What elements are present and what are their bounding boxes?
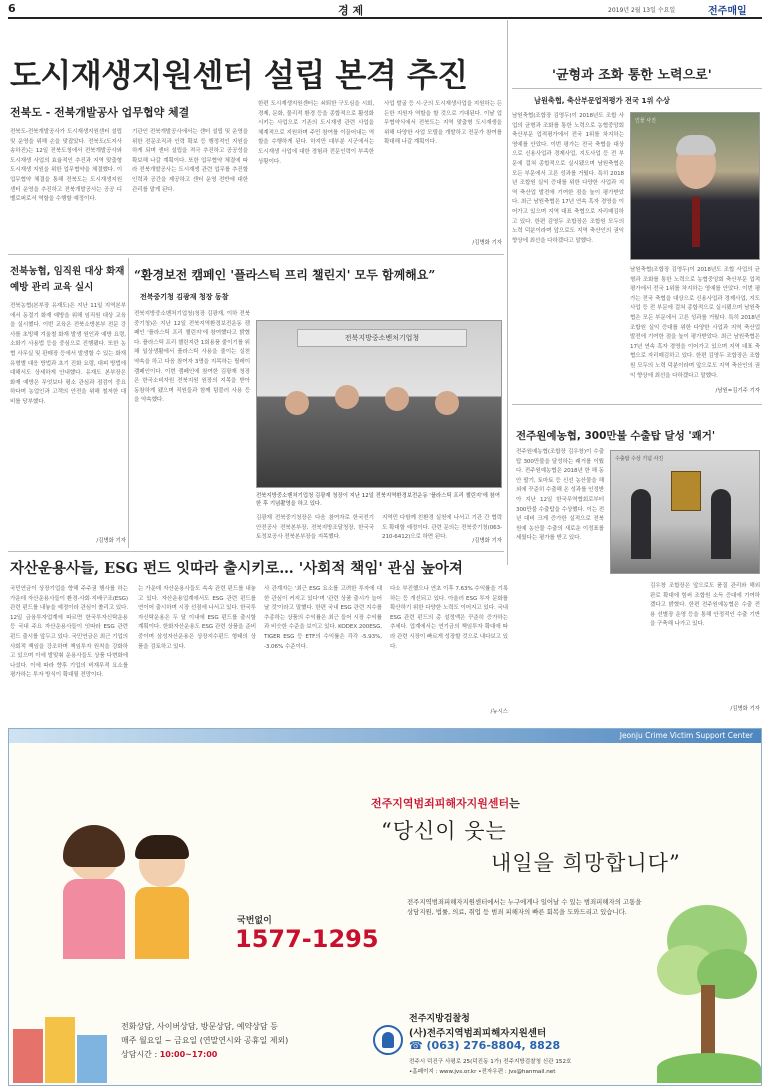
agri-article <box>8 258 126 548</box>
plastic-caption: 전북지방중소벤처기업청 김광재 청장이 지난 12일 전북지역환경보전운동 '플라스틱 프리 챌린지'에 참여한 후 기념촬영을 하고 있다. <box>256 493 500 507</box>
export-photo-person-2 <box>711 489 731 559</box>
ad-org-logo-icon <box>373 1025 403 1055</box>
esg-byline: /뉴시스 <box>490 709 508 715</box>
lead-col-2: 기관인 전북개발공사에서는 센터 설립 및 운영을 위한 전문조직과 인력 확보 등 행정적인 지원을 하게 되며 센터 설립을 적극 추진하고 공공성을 확보해 나갈 계획이다. 또한 업무협약 체결에 따라 전북개발공사는 도시재생 관련 업무를 추진할 인력과 공간을 제공하고 센터 운영 전반에 대한 관리를 맡게 된다. <box>132 129 248 193</box>
lead-col-1: 전북도-전북개발공사가 도시재생지원센터 설립 및 운영을 위해 손을 맞잡았다. 전북도(도지사 송하진)는 12일 전북도청에서 전북개발공사와 도시재생 사업의 효율적인 추진과 지역 맞춤형 도시재생 지원을 위한 업무협약을 체결했다. 이 업무협약 체결을 통해 전북도는 도시재생지원센터 운영을 추진하고 전북개발공사는 공공 디벨로퍼로서 역할을 수행할 예정이다. <box>10 129 122 203</box>
export-photo-label: 수출탑 수상 기념 사진 <box>615 456 664 462</box>
ad-org-logo-mark <box>382 1032 394 1048</box>
plastic-col-2: 김광재 전북중기청장은 다음 참여자로 한국전기안전공사 전북본부장, 전북지방조달청장, 한국국토정보공사 전북본부장을 지목했다. <box>256 515 374 541</box>
award-article <box>512 50 762 400</box>
export-headline: 전주원예농협, 300만불 수출탑 달성 '쾌거' <box>516 430 716 442</box>
ad-org-1: 전주지방검찰청 <box>409 1014 470 1024</box>
ad-header-bar <box>9 729 761 743</box>
plastic-photo-person-1 <box>285 391 309 415</box>
ad-hours: 매주 월요일 ~ 금요일 (연말연시와 공휴일 제외) <box>121 1036 289 1045</box>
export-photo-plaque <box>671 471 701 511</box>
tree-trunk <box>701 985 715 1055</box>
award-photo <box>630 112 760 260</box>
ad-hours-time-value: 10:00~17:00 <box>159 1050 218 1059</box>
award-body-left: 남원축협(조합장 김영두)이 2018년도 조합 사업의 균형과 조화를 통한 노력으로 농협중앙회 축산부문 업적평가에서 전국 1위를 차지하는 영예를 안았다. 이번 평가는 전국 축협을 대상으로 신용사업과 경제사업, 지도사업 등 전 부문에 걸쳐 종합적으로 실시됐으며 남원축협은 모든 부문에서 고른 성과를 거뒀다. 특히 2018년 조합원 실익 증대를 위한 다양한 사업과 지역 축산업 발전에 기여한 점을 높이 평가받았다. 최근 남원축협은 17년 연속 흑자 경영을 이어가고 있으며 지역 대표 축협으로 자리매김하고 있다. 한편 김영두 조합장은 조합원 모두의 노력 덕분이라며 앞으로도 지역 축산인의 권익 향상에 최선을 다하겠다고 말했다. <box>512 113 624 244</box>
plastic-body: 전북지방중소벤처기업청(청장 김광재, 이하 전북중기청)은 지난 12일 전북지역환경보전운동 캠페인 '플라스틱 프리 챌린지'에 참여했다고 밝혔다. 플라스틱 프리 챌린지란 1회용품 줄이기를 위해 일상생활에서 플라스틱 사용을 줄이는 실천 약속을 하고 다음 참여자 3명을 지목하는 릴레이 캠페인이다. 이번 캠페인에 참여한 김광재 청장은 한국소비자원 전북지원 원장의 지목을 받아 동참하게 됐으며 직원들과 함께 텀블러 사용 등을 약속했다. <box>134 311 250 404</box>
ad-org-name: 전주지역범죄피해자지원센터 <box>371 797 510 810</box>
lead-article <box>8 20 504 250</box>
lead-byline: /김병화 기자 <box>472 240 502 246</box>
plastic-photo-person-2 <box>335 385 359 409</box>
plastic-headline: “환경보전 캠페인 '플라스틱 프리 챌린지' 모두 함께해요” <box>134 268 436 282</box>
issue-date: 2019년 2월 13일 수요일 <box>608 7 676 14</box>
award-body-right: 남원축협(조합장 김영두)이 2018년도 조합 사업의 균형과 조화를 통한 노력으로 농협중앙회 축산부문 업적평가에서 전국 1위를 차지하는 영예를 안았다. 이번 평가는 전국 축협을 대상으로 신용사업과 경제사업, 지도사업 등 전 부문에 걸쳐 종합적으로 실시됐으며 남원축협은 모든 부문에서 고른 성과를 거뒀다. 특히 2018년 조합원 실익 증대를 위한 다양한 사업과 지역 축산업 발전에 기여한 점을 높이 평가받았다. 최근 남원축협은 17년 연속 흑자 경영을 이어가고 있으며 지역 대표 축협으로 자리매김하고 있다. 한편 김영두 조합장은 조합원 모두의 노력 덕분이라며 앞으로도 지역 축산인의 권익 향상에 최선을 다하겠다고 말했다. <box>630 267 760 379</box>
victim-support-ad <box>8 728 762 1086</box>
section-title: 경 제 <box>338 4 364 17</box>
award-subhead: 남원축협, 축산부문업적평가 전국 1위 수상 <box>534 96 670 105</box>
child-boy-body <box>135 887 189 959</box>
agri-body: 전북농협(본부장 유재도)은 지난 11일 지역본부에서 동절기 화재 예방을 위해 임직원 대상 교육을 실시했다. 이번 교육은 전북소방본부 전문 강사를 초빙해 겨울철 화재 발생 원인과 예방 요령, 소화기 사용법 등을 중심으로 진행됐다. 또한 농협 사무실 및 판매장 등에서 발생할 수 있는 화재 유형별 대응 방법과 초기 진화 요령, 대피 방법에 대해서도 상세하게 안내했다. 유재도 본부장은 화재 예방은 무엇보다 평소 관심과 점검이 중요하다며 농업인과 고객의 안전을 위해 철저한 대비를 당부했다. <box>10 303 126 405</box>
plastic-photo-person-4 <box>435 391 459 415</box>
export-body-2: 김우창 조합장은 앞으로도 품질 관리와 해외 판로 확대에 힘써 조합원 소득 증대에 기여하겠다고 밝혔다. 한편 전주원예농협은 수출 전용 선별장 운영 등을 통해 안정적인 수출 기반을 구축해 나가고 있다. <box>650 583 760 628</box>
ad-slogan-2: 내일을 희망합니다” <box>491 851 681 875</box>
child-girl-hair <box>63 825 125 867</box>
ad-header-en: Jeonju Crime Victim Support Center <box>619 731 753 740</box>
plastic-col-3: 지역민 다함께 친환경 실천에 나서고 기관 간 협력도 확대할 예정이다. 관련 문의는 전북중기청(063-210-6412)으로 하면 된다. <box>382 515 502 541</box>
award-photo-label: 인물 사진 <box>635 118 656 124</box>
house-2 <box>45 1017 75 1083</box>
award-photo-tie <box>692 197 700 247</box>
child-girl-body <box>63 879 125 959</box>
house-3 <box>77 1035 107 1083</box>
agri-byline: /김병화 기자 <box>96 538 126 544</box>
plastic-byline: /김병화 기자 <box>472 538 502 544</box>
ad-web: •홈페이지 : www.jvs.or.kr •전자우편 : jvs@hanmail.net <box>409 1069 556 1075</box>
page-number: 6 <box>8 2 16 15</box>
export-byline: /김병화 기자 <box>730 706 760 712</box>
lead-col-3: 한편 도시재생지원센터는 쇠퇴한 구도심을 시회, 경제, 문화, 물리적 환경 등을 종합적으로 활성화시키는 사업으로 기존의 도시재생 관련 사업을 체계적으로 지원하며 주민 참여를 이끌어내는 역할을 수행하게 된다. 하지만 대부분 시군에서는 도시재생 사업에 대한 경험과 전문인력이 부족한 상황이다. <box>258 101 374 165</box>
ad-description: 전주지역범죄피해자지원센터에서는 누구에게나 일어날 수 있는 범죄피해자의 고통을 상담지원, 법률, 의료, 취업 등 범죄 피해자의 빠른 회복을 도와드리고 있습니다. <box>407 898 642 916</box>
lead-col-4: 사업 발굴 등 시·군의 도시재생사업을 지원하는 든든한 지원자 역할을 할 것으로 기대된다. 이날 업무협약식에서 전북도는 지역 맞춤형 도시재생을 위해 다양한 사업 모델을 개발하고 전문가 참여를 확대해 나갈 계획이다. <box>384 101 502 146</box>
export-body-1: 전주원예농협(조합장 김우창)이 수출탑 300만불을 달성하는 쾌거를 이뤘다. 전주원예농협은 2018년 한 해 동안 딸기, 토마토 등 신선 농산물을 해외에 꾸준히 수출해 온 성과를 인정받아 지난 12일 한국무역협회로부터 300만불 수출탑을 수상했다. 이는 전년 대비 크게 증가한 실적으로 전북 원예 농산물 수출의 새로운 이정표를 세웠다는 평가를 받고 있다. <box>516 449 604 542</box>
esg-col-4: 다소 부진했으나 연초 이후 7.63% 수익률을 기록하는 등 개선되고 있다. 아울러 ESG 투자 문화를 확산하기 위한 다양한 노력도 이어지고 있다. 국내 ESG 관련 펀드의 총 설정액은 꾸준히 증가하는 추세다. 업계에서는 연기금의 책임투자 확대에 따라 관련 시장이 빠르게 성장할 것으로 내다보고 있다. <box>390 586 508 650</box>
plastic-subhead: 전북중기청 김광재 청장 동참 <box>140 293 229 301</box>
newspaper-brand: 전주매일 <box>708 6 747 17</box>
ad-org-suffix: 는 <box>509 797 520 810</box>
esg-col-1: 국민연금이 상장기업을 향해 주주권 행사를 하는 가운데 자산운용사들이 환경·사회·지배구조(ESG) 관련 펀드를 내놓을 예정이라 관심이 쏠리고 있다. 12일 금융투자업계에 따르면 한국투자신탁운용 등 국내 주요 자산운용사들이 잇따라 ESG 관련 펀드 출시를 앞두고 있다. 국민연금은 최근 기업의 사회적 책임을 강조하며 책임투자 원칙을 강화하고 있으며 이에 발맞춰 운용사들도 상품 다변화에 나섰다. 이에 따라 향후 기업의 비재무적 요소를 평가하는 투자 방식이 확대될 전망이다. <box>10 586 128 679</box>
agri-headline: 전북농협, 임직원 대상 화재예방 관리 교육 실시 <box>10 266 125 293</box>
ad-services: 전화상담, 사이버상담, 방문상담, 예약상담 등 <box>121 1022 278 1031</box>
tree-ground <box>657 1053 761 1083</box>
plastic-article <box>132 258 504 548</box>
esg-headline: 자산운용사들, ESG 펀드 잇따라 출시키로… '사회적 책임' 관심 높아져 <box>10 560 463 577</box>
award-photo-hair <box>676 135 716 155</box>
ad-hours-time <box>121 1049 217 1060</box>
esg-col-2: 는 가운데 자산운용사들도 속속 관련 펀드를 내놓고 있다. 자산운용업계에서도 ESG 관련 펀드를 연이어 출시하며 시장 선점에 나서고 있다. 한국투자신탁운용은 두 달 이내에 ESG 펀드를 출시할 계획이다. 한화자산운용도 ESG 관련 상품을 준비 중이며 삼성자산운용은 상장지수펀드 형태의 상품을 검토하고 있다. <box>138 586 256 650</box>
export-photo-person-1 <box>631 489 651 559</box>
house-1 <box>13 1029 43 1083</box>
lead-subhead: 전북도 - 전북개발공사 업무협약 체결 <box>10 106 190 119</box>
ad-address: 전주시 덕진구 사평로 25(덕진동 1가) 전주지방검찰청 신관 152호 <box>409 1059 572 1065</box>
lead-headline: 도시재생지원센터 설립 본격 추진 <box>10 56 468 94</box>
child-boy-hair <box>135 835 189 859</box>
plastic-photo-person-3 <box>385 387 409 411</box>
page-header <box>8 2 762 16</box>
ad-children-illustration <box>39 819 219 969</box>
award-byline: /남원=김기주 기자 <box>715 388 760 394</box>
ad-org-2: (사)전주지역범죄피해자지원센터 <box>409 1028 547 1039</box>
ad-hotline-label: 국번없이 <box>237 916 272 926</box>
ad-phone[interactable]: ☎ (063) 276-8804, 8828 <box>409 1039 561 1052</box>
ad-hours-time-label: 상담시간 : <box>121 1050 160 1059</box>
ad-org-line <box>371 795 520 811</box>
ad-slogan-1: “당신이 웃는 <box>381 819 507 843</box>
plastic-photo-sign: 전북지방중소벤처기업청 <box>297 329 467 347</box>
ad-hotline-number[interactable]: 1577-1295 <box>235 925 379 953</box>
award-quote: '균형과 조화 통한 노력으로' <box>552 68 712 83</box>
ad-tree-illustration <box>657 905 761 1085</box>
esg-col-3: 사 관계자는 '최근 ESG 요소를 고려한 투자에 대한 관심이 커지고 있다'며 '관련 상품 출시가 늘어날 것'이라고 말했다. 한편 국내 ESG 관련 지수를 추종하는 상품의 수익률은 최근 들어 시장 수익률과 비슷한 수준을 보이고 있다. KODEX 200ESG, TIGER ESG 등 ETF의 수익률은 각각 -5.93%, -3.06% 수준이다. <box>264 586 382 650</box>
ad-houses-illustration <box>13 999 113 1083</box>
esg-article <box>8 553 648 721</box>
plastic-photo <box>256 320 502 488</box>
